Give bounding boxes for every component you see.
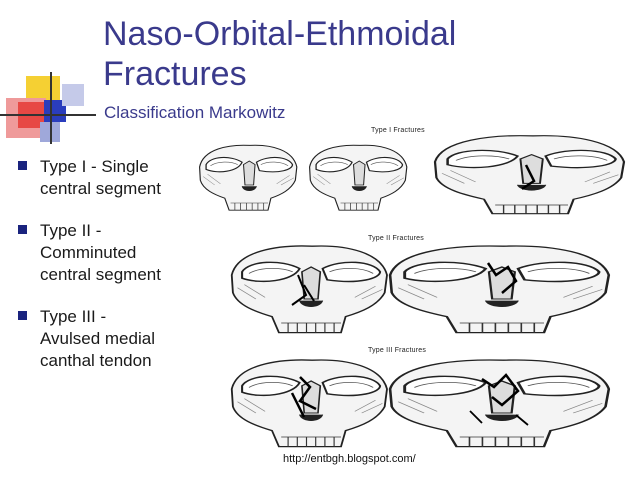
slide-subtitle: Classification Markowitz [104,103,286,122]
bullet-text-line: Type II - [40,221,102,240]
figure-label-type-2: Type II Fractures [368,235,424,242]
bullet-list [16,156,196,392]
square-bullet-icon [18,161,27,170]
square-bullet-icon [18,225,27,234]
slide-title [103,14,623,94]
title-line-2: Fractures [103,55,247,93]
figure-label-type-1: Type I Fractures [371,127,425,134]
logo-lavender-square [62,84,84,106]
decorative-squares-logo [0,70,100,150]
logo-horizontal-line [0,114,96,116]
bullet-text-line: central segment [40,179,161,198]
figure-label-type-3: Type III Fractures [368,347,427,354]
bullet-text-line: Type III - [40,307,107,326]
bullet-text-line: Type I - Single [40,157,149,176]
square-bullet-icon [18,311,27,320]
bullet-type-2 [16,220,196,286]
fracture-illustrations [196,125,638,465]
bullet-text-line: Avulsed medial [40,329,155,348]
bullet-type-3 [16,306,196,372]
logo-vertical-line [50,72,52,144]
source-url: http://entbgh.blogspot.com/ [283,453,416,465]
bullet-type-1 [16,156,196,200]
skull-illustration [196,125,638,465]
bullet-text-line: central segment [40,265,161,284]
title-line-1: Naso-Orbital-Ethmoidal [103,15,457,53]
bullet-text-line: canthal tendon [40,351,152,370]
bullet-text-line: Comminuted [40,243,137,262]
